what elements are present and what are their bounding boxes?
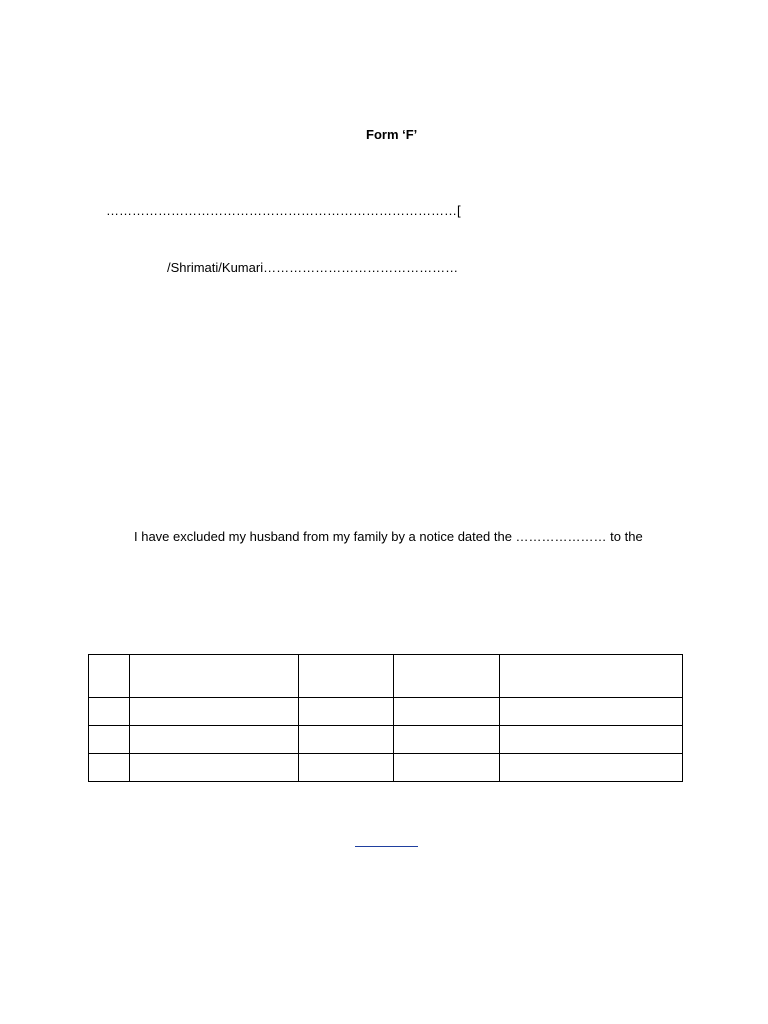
table-cell [130,698,299,726]
table-header-cell [89,655,130,698]
table-row [89,754,683,782]
table-cell [89,754,130,782]
table-row [89,698,683,726]
table-header-cell [299,655,394,698]
table-cell [500,726,683,754]
table-cell [500,698,683,726]
table-header-cell [130,655,299,698]
dotted-name-line: ………………………………………………………………………[ [106,203,461,218]
exclusion-statement: I have excluded my husband from my family by a notice dated the ………………… to the [134,529,643,544]
table-cell [394,698,500,726]
table-cell [130,754,299,782]
family-members-table [88,654,683,782]
shrimati-kumari-line: /Shrimati/Kumari……………………………………… [167,260,459,275]
table-cell [299,698,394,726]
table-header-row [89,655,683,698]
table-row [89,726,683,754]
table-cell [500,754,683,782]
hyperlink-underline[interactable] [355,846,418,847]
table-cell [394,754,500,782]
table-header-cell [394,655,500,698]
table-cell [89,698,130,726]
table-cell [394,726,500,754]
table-cell [299,726,394,754]
form-title: Form ‘F’ [366,127,418,142]
table-cell [130,726,299,754]
table-cell [299,754,394,782]
table-cell [89,726,130,754]
table-header-cell [500,655,683,698]
